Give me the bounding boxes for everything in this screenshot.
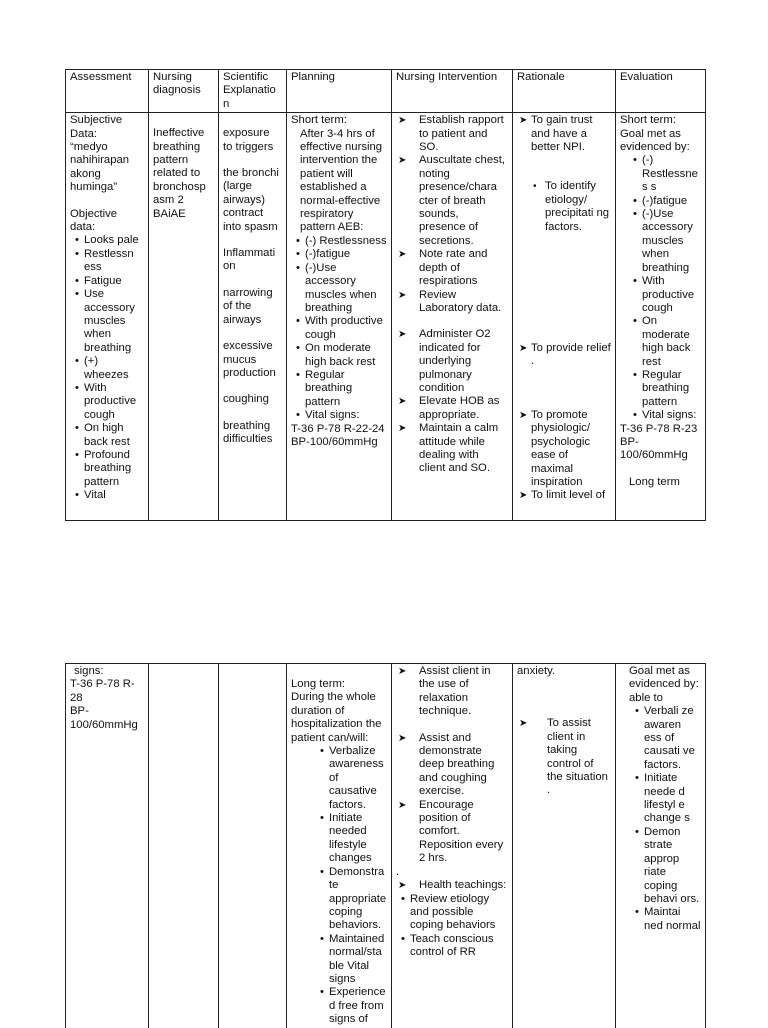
list-item: ➤ To limit level of: [519, 489, 606, 502]
assessment-vitals-1: T-36 P-78 R-28: [70, 678, 135, 704]
list-item: • Regular breathing pattern: [642, 369, 701, 409]
list-item: • Use accessory muscles when breathing: [84, 288, 144, 355]
subjective-label: Subjective Data:: [70, 114, 123, 140]
list-item: ➤ Assist and demonstrate deep breathing and coughing exercise.: [398, 731, 495, 798]
rationale-cell: [513, 664, 616, 1028]
list-item: • Verbalize awareness of causative factors.: [329, 745, 387, 812]
header-rationale: Rationale: [513, 70, 616, 113]
subjective-quote: “medyo nahihirapan akong huminga”: [70, 141, 130, 194]
explanation-item: Inflammati on: [223, 247, 276, 273]
arrow-bullet-icon: ➤: [398, 732, 407, 744]
bullet-icon: •: [533, 181, 537, 193]
objective-list: [70, 234, 144, 502]
evaluation-list: [620, 154, 701, 422]
rationale-list: [517, 114, 611, 503]
list-item: • To identify etiology/ precipitati ng factors.: [533, 180, 610, 233]
list-item: ➤ Review Laboratory data.: [398, 288, 502, 314]
arrow-bullet-icon: ➤: [398, 396, 407, 408]
arrow-bullet-icon: ➤: [398, 115, 407, 127]
list-item: • (-) Restlessness: [305, 235, 387, 248]
list-item: • Maintained normal/sta ble Vital signs: [329, 933, 387, 987]
list-item: ➤ Health teachings:: [398, 879, 507, 892]
intervention-list: [396, 114, 508, 476]
list-item: • (-)fatigue: [642, 195, 701, 208]
explanation-cell: [219, 664, 287, 1028]
arrow-bullet-icon: ➤: [398, 155, 407, 167]
planning-list: [291, 235, 387, 423]
evaluation-vitals-1: T-36 P-78 R-23: [620, 422, 698, 435]
list-item: • Demon strate approp riate coping behavi ors.: [644, 826, 701, 906]
rationale-continuation: anxiety.: [517, 665, 556, 677]
arrow-bullet-icon: ➤: [519, 343, 528, 355]
explanation-item: excessive mucus production: [223, 340, 276, 379]
evaluation-text: Goal met as evidenced by:: [620, 127, 690, 154]
explanation-item: exposure to triggers: [223, 127, 274, 153]
list-item: ➤ Establish rapport to patient and SO.: [398, 114, 504, 154]
health-items-list: [396, 893, 508, 960]
list-item: ➤ To gain trust and have a better NPI.: [519, 114, 593, 154]
evaluation-label: Short term:: [620, 114, 676, 127]
header-assessment: Assessment: [66, 70, 149, 113]
rationale-list: [517, 717, 611, 784]
list-item: ➤ Auscultate chest, noting presence/chara cter of breath sounds, presence of secretions.: [398, 154, 506, 247]
assessment-cell: [66, 113, 149, 521]
health-teachings-list: [396, 879, 508, 892]
diagnosis-cell: [149, 664, 219, 1028]
evaluation-cell: [616, 113, 706, 521]
continuation-row: [66, 664, 706, 1028]
header-nursing-diagnosis: Nursing diagnosis: [149, 70, 219, 113]
list-item: • (-)Use accessory muscles when breathing: [642, 208, 701, 275]
explanation-item: the bronchi (large airways) contract into spasm: [223, 167, 279, 233]
explanation-cell: [219, 113, 287, 521]
list-item: • Teach conscious control of RR: [410, 933, 508, 960]
objective-label: Objective data:: [70, 207, 118, 234]
evaluation-text: Goal met as evidenced by: able to: [629, 665, 699, 704]
evaluation-cell: [616, 664, 706, 1028]
assessment-vitals-2: BP-100/60mmHg: [70, 705, 138, 731]
explanation-item: narrowing of the airways: [223, 286, 273, 326]
list-item: • Looks pale: [84, 234, 144, 247]
header-scientific-explanation: Scientific Explanatio n: [219, 70, 287, 113]
header-planning: Planning: [287, 70, 392, 113]
list-item: ➤ Assist client in the use of relaxation technique.: [398, 665, 491, 718]
diagnosis-text: Ineffective breathing pattern related to bronchosp asm 2 BAiAE: [153, 127, 206, 220]
list-item: • With productive cough: [84, 382, 144, 422]
header-evaluation: Evaluation: [616, 70, 706, 113]
arrow-bullet-icon: ➤: [398, 329, 407, 341]
rationale-cell: [513, 113, 616, 521]
evaluation-list: [620, 705, 701, 933]
planning-vitals-2: BP-100/60mmHg: [291, 435, 378, 448]
care-plan-table-page-2: [65, 663, 706, 1028]
arrow-bullet-icon: ➤: [398, 666, 407, 677]
intervention-cell: [392, 113, 513, 521]
arrow-bullet-icon: ➤: [519, 409, 528, 421]
list-item: • Vital: [84, 489, 144, 502]
list-item: • Demonstra te appropriate coping behaviors.: [329, 866, 387, 933]
intervention-dot: .: [396, 865, 400, 878]
list-item: • Restlessn ess: [84, 248, 144, 275]
list-item: • (+) wheezes: [84, 355, 144, 382]
list-item: • Regular breathing pattern: [305, 369, 387, 409]
list-item: • With productive cough: [305, 315, 387, 342]
arrow-bullet-icon: ➤: [519, 115, 528, 127]
list-item: ➤ Maintain a calm attitude while dealing with client and SO.: [398, 422, 499, 475]
explanation-item: coughing: [223, 393, 269, 406]
planning-cell: [287, 664, 392, 1028]
explanation-item: breathing difficulties: [223, 419, 273, 446]
list-item: • Vital signs:: [305, 409, 387, 422]
diagnosis-cell: [149, 113, 219, 521]
list-item: • (-) Restlessnes s: [642, 154, 701, 194]
assessment-signs: signs:: [74, 665, 104, 677]
header-row: [66, 70, 706, 113]
arrow-bullet-icon: ➤: [398, 880, 407, 892]
list-item: • Fatigue: [84, 275, 144, 288]
list-item: • Verbali ze awaren ess of causati ve factors.: [644, 705, 701, 772]
list-item: ➤ Elevate HOB as appropriate.: [398, 395, 500, 421]
list-item: • Initiate needed lifestyle changes: [329, 812, 387, 866]
evaluation-vitals-2: BP-100/60mmHg: [620, 435, 688, 462]
list-item: ➤ Note rate and depth of respirations: [398, 248, 488, 288]
rationale-dot: .: [547, 784, 551, 797]
planning-cell: [287, 113, 392, 521]
list-item: • Maintai ned normal: [644, 906, 701, 933]
arrow-bullet-icon: ➤: [398, 249, 407, 261]
list-item: • On moderate high back rest: [305, 342, 387, 369]
planning-text: During the whole duration of hospitalization the patient can/will:: [291, 691, 382, 744]
arrow-bullet-icon: ➤: [519, 490, 528, 502]
body-row: [66, 113, 706, 521]
care-plan-table-page-1: [65, 69, 706, 521]
list-item: ➤ Encourage position of comfort. Reposition every 2 hrs.: [398, 798, 504, 865]
planning-vitals-1: T-36 P-78 R-22-24: [291, 422, 385, 435]
planning-label: Short term:: [291, 114, 347, 127]
list-item: ➤ To provide relief .: [519, 342, 611, 368]
intervention-list: [396, 665, 508, 866]
list-item: • (-)fatigue: [305, 248, 387, 261]
assessment-cell: [66, 664, 149, 1028]
list-item: • Profound breathing pattern: [84, 449, 144, 489]
list-item: ➤ To promote physiologic/ psychologic ease of maximal inspiration: [519, 408, 591, 488]
list-item: ➤ To assist client in taking control of the situation: [519, 717, 608, 784]
header-nursing-intervention: Nursing Intervention: [392, 70, 513, 113]
list-item: • On moderate high back rest: [642, 315, 701, 369]
planning-list: [291, 745, 387, 1027]
planning-text: After 3-4 hrs of effective nursing intervention the patient will established a normal-effective respiratory pattern AEB:: [300, 127, 383, 234]
list-item: • Initiate neede d lifestyl e change s: [644, 772, 701, 826]
list-item: ➤ Administer O2 indicated for underlying pulmonary condition: [398, 328, 491, 394]
list-item: • Review etiology and possible coping behaviors: [410, 893, 508, 933]
intervention-cell: [392, 664, 513, 1028]
arrow-bullet-icon: ➤: [519, 718, 528, 730]
list-item: • (-)Use accessory muscles when breathing: [305, 262, 387, 316]
list-item: • Vital signs:: [642, 409, 701, 422]
list-item: • Experience d free from signs of: [329, 986, 387, 1026]
list-item: • On high back rest: [84, 422, 144, 449]
evaluation-long-term: Long term: [629, 475, 680, 488]
arrow-bullet-icon: ➤: [398, 799, 407, 811]
planning-label: Long term:: [291, 678, 346, 690]
arrow-bullet-icon: ➤: [398, 423, 407, 435]
list-item: • With productive cough: [642, 275, 701, 315]
arrow-bullet-icon: ➤: [398, 289, 407, 301]
